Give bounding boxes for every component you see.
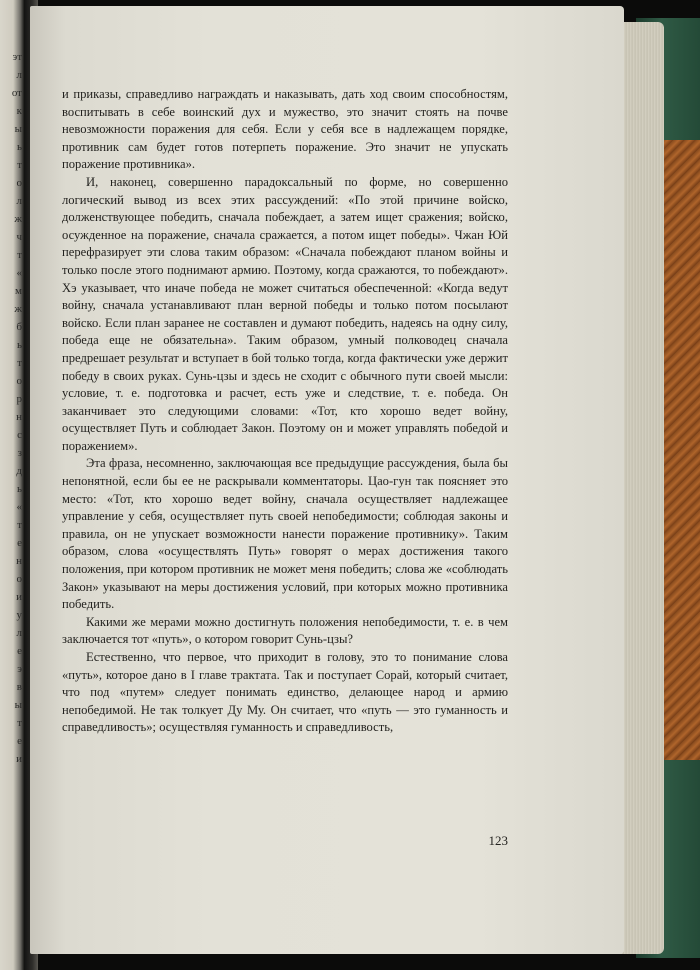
page-text (62, 86, 508, 737)
left-page-fragment: е (17, 645, 22, 657)
left-page-fragment: у (16, 609, 22, 621)
left-page-fragment: д (16, 465, 22, 477)
left-page-fragment: т (17, 249, 22, 261)
left-page-fragment: ч (16, 231, 22, 243)
left-page-fragment: ы (14, 123, 22, 135)
left-page-fragment: н (16, 555, 22, 567)
left-page-fragment: б (16, 321, 22, 333)
left-page-fragment: т (17, 357, 22, 369)
left-page-fragment: е (17, 735, 22, 747)
left-page-fragment: с (17, 429, 22, 441)
left-page-fragment: « (16, 267, 22, 279)
left-page-fragment: в (16, 681, 22, 693)
left-page-fragment: о (16, 375, 22, 387)
left-page-fragment: л (16, 627, 22, 639)
left-page-fragment: н (16, 411, 22, 423)
left-page-fragment: ж (14, 213, 22, 225)
left-page-fragment: т (17, 159, 22, 171)
left-page-fragment: ь (16, 339, 22, 351)
left-page-fragment: от (11, 87, 22, 99)
left-page-fragment: « (16, 501, 22, 513)
left-page-fragment: и (16, 591, 22, 603)
left-page-fragment: е (17, 537, 22, 549)
left-page-edge (0, 0, 24, 970)
left-page-fragment: эт (12, 51, 22, 63)
paragraph: Какими же мерами можно достигнуть положения непобедимости, т. е. в чем заключается тот «путь», о котором говорит Сунь-цзы? (62, 614, 508, 647)
left-page-fragment: к (16, 105, 22, 117)
left-page-fragment: з (17, 447, 22, 459)
paragraph: И, наконец, совершенно парадоксальный по форме, но совершенно логический вывод из всех этих рассуждений: «По этой причине войско, долженствующее победить, сначала побеждает, а затем ищет сражения; войско, осужденное на поражение, сначала сражается, а потом ищет победы». Чжан Юй перефразирует эти слова таким образом: «Сначала побеждают планом войны и только после этого поднимают армию. Поэтому, когда сражаются, то побеждают». Хэ указывает, что иначе победа не может считаться обеспеченной: «Когда ведут войну, сначала устанавливают план верной победы и только потом посылают войско. Если план заранее не составлен и думают победить, надеясь на одну силу, победа еще не обязательна». Таким образом, умный полководец сначала предрешает результат и вступает в бой только тогда, когда фактически уже держит победу в своих руках. Сунь-цзы и здесь не сходит с обычного пути своей мысли: условие, т. е. подготовка и расчет, есть уже и следствие, т. е. победа. Он заканчивает это следующими словами: «Тот, кто хорошо ведет войну, осуществляет Путь и соблюдает Закон. Поэтому он и может управлять победой и поражением». (62, 174, 508, 453)
left-page-fragment: ь (16, 141, 22, 153)
left-page-fragment: о (16, 177, 22, 189)
paragraph: Эта фраза, несомненно, заключающая все предыдущие рассуждения, была бы непонятной, если бы ее не раскрывали комментаторы. Цао-гун так поясняет это место: «Тот, кто хорошо ведет войну, сначала осуществляет надлежащее управление у себя, осуществляет путь своей непобедимости; соблюдая законы и правила, он не упускает возможности нанести поражение противнику». Таким образом, слова «осуществлять Путь» говорят о мерах достижения такого положения, при котором противник не может меня победить; слова же «соблюдать Закон» указывают на меры достижения условий, при которых можно противника победить. (62, 456, 508, 612)
paragraph: Естественно, что первое, что приходит в голову, это то понимание слова «путь», которое дано в I главе трактата. Так и поступает Сорай, который считает, что под «путем» следует понимать единство, делающее народ и армию непобедимой. Не так толкует Ду Му. Он считает, что «путь — это гуманность и справедливость»; осуществляя гуманность и справедливость, (62, 650, 508, 735)
book-cover-leather (662, 140, 700, 760)
page-number: 123 (488, 833, 508, 848)
left-page-fragment: м (15, 285, 22, 297)
left-page-fragment: л (16, 195, 22, 207)
left-page-fragment: л (16, 69, 22, 81)
left-page-fragment: р (16, 393, 22, 405)
left-page-fragment: э (17, 663, 22, 675)
left-page-fragment: ь (16, 483, 22, 495)
left-page-fragment: т (17, 519, 22, 531)
paragraph: и приказы, справедливо награждать и наказывать, дать ход своим способностям, воспитывать в себе воинский дух и мужество, это значит стоять на почве невозможности поражения для себя. Если у себя все в надлежащем порядке, противник сам будет готов потерпеть поражение. Это значит не упускать поражение противника». (62, 87, 508, 172)
left-page-fragment: ы (14, 699, 22, 711)
left-page-fragment: и (16, 753, 22, 765)
page-edges (618, 22, 664, 954)
left-page-fragment: о (16, 573, 22, 585)
left-page-fragment: ж (14, 303, 22, 315)
left-page-fragment: т (17, 717, 22, 729)
